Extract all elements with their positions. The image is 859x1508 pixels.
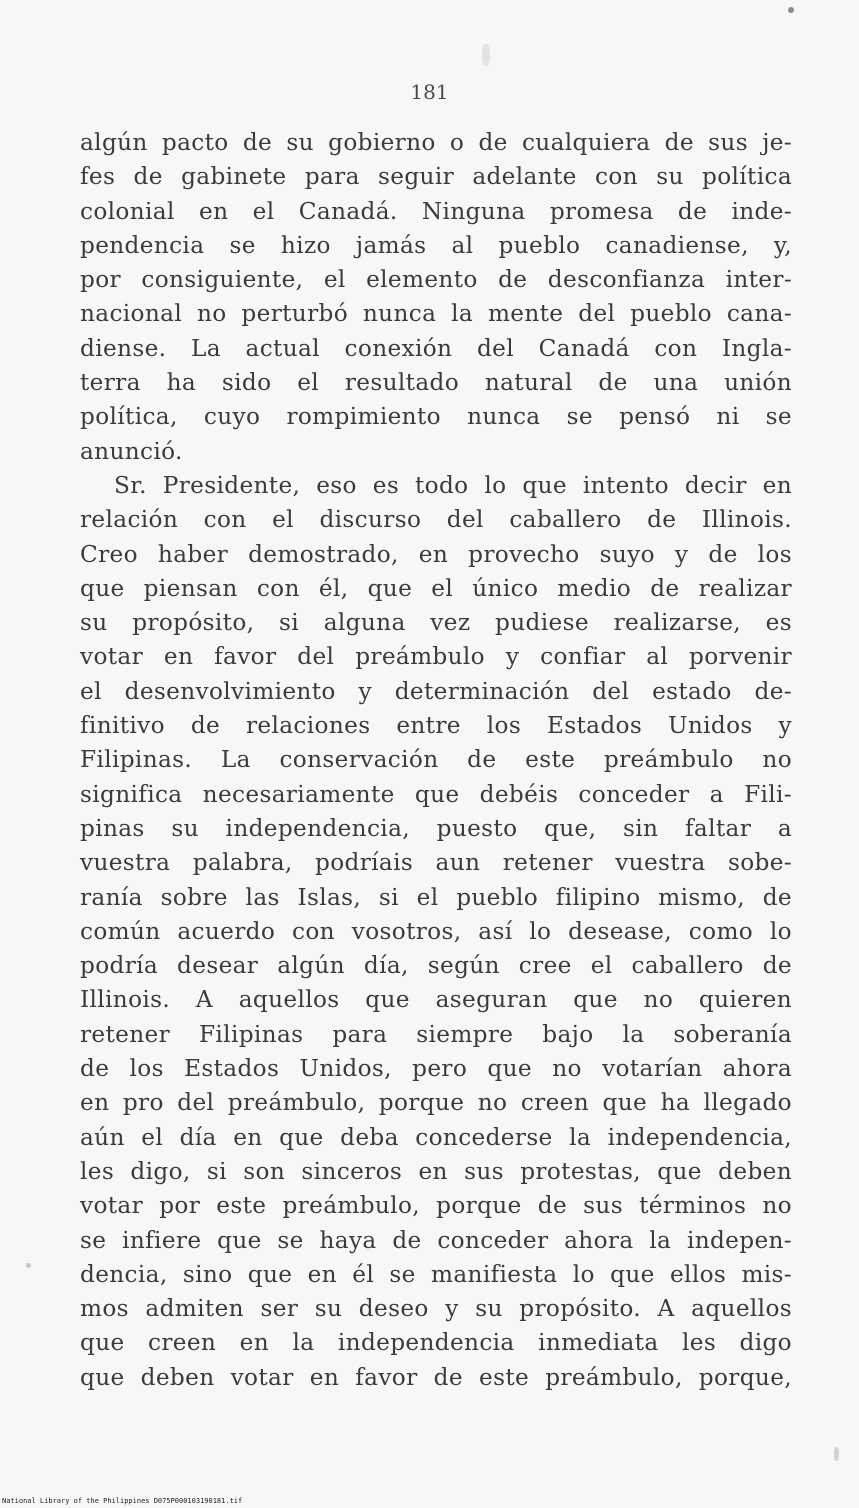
scan-speck <box>834 1447 839 1461</box>
text-line: en pro del preámbulo, porque no creen que ha llegado <box>80 1089 792 1117</box>
text-line: por consiguiente, el elemento de desconfianza inter- <box>80 266 792 294</box>
text-line: que deben votar en favor de este preámbulo, porque, <box>80 1363 792 1391</box>
text-line: les digo, si son sinceros en sus protestas, que deben <box>80 1157 792 1185</box>
text-line: Illinois. A aquellos que aseguran que no quieren <box>80 986 792 1014</box>
text-line: fes de gabinete para seguir adelante con su política <box>80 163 792 191</box>
scan-speck <box>482 44 490 66</box>
text-line: su propósito, si alguna vez pudiese realizarse, es <box>80 609 792 637</box>
text-line: diense. La actual conexión del Canadá con Ingla- <box>80 334 792 362</box>
text-line: anunció. <box>80 437 183 465</box>
text-line: que creen en la independencia inmediata les digo <box>80 1329 792 1357</box>
page-number: 181 <box>410 80 449 104</box>
text-line: vuestra palabra, podríais aun retener vuestra sobe- <box>80 849 792 877</box>
text-line: ranía sobre las Islas, si el pueblo filipino mismo, de <box>80 883 792 911</box>
text-line: mos admiten ser su deseo y su propósito. A aquellos <box>80 1295 792 1323</box>
text-line: dencia, sino que en él se manifiesta lo que ellos mis- <box>80 1260 792 1288</box>
text-line: colonial en el Canadá. Ninguna promesa de inde- <box>80 197 792 225</box>
text-line: el desenvolvimiento y determinación del estado de- <box>80 677 792 705</box>
text-line: que piensan con él, que el único medio de realizar <box>80 574 792 602</box>
text-line: pendencia se hizo jamás al pueblo canadiense, y, <box>80 231 792 259</box>
text-line: política, cuyo rompimiento nunca se pensó ni se <box>80 403 792 431</box>
text-line: se infiere que se haya de conceder ahora la indepen- <box>80 1226 792 1254</box>
text-line: aún el día en que deba concederse la independencia, <box>80 1123 792 1151</box>
scan-speck <box>26 1263 31 1268</box>
text-line: votar en favor del preámbulo y confiar al porvenir <box>80 643 792 671</box>
scan-speck <box>788 7 794 13</box>
scan-caption: National Library of the Philippines D075P000103190181.tif <box>2 1497 243 1505</box>
text-line: algún pacto de su gobierno o de cualquiera de sus je- <box>80 129 792 156</box>
text-line: podría desear algún día, según cree el caballero de <box>80 952 792 980</box>
text-line: Creo haber demostrado, en provecho suyo y de los <box>80 540 792 568</box>
text-line: Filipinas. La conservación de este preámbulo no <box>80 746 792 774</box>
text-line: votar por este preámbulo, porque de sus términos no <box>80 1192 792 1220</box>
text-line: nacional no perturbó nunca la mente del pueblo cana- <box>80 300 792 328</box>
text-line: Sr. Presidente, eso es todo lo que intento decir en <box>114 471 792 499</box>
body-text <box>80 126 792 1395</box>
text-line: de los Estados Unidos, pero que no votarían ahora <box>80 1055 792 1083</box>
text-line: finitivo de relaciones entre los Estados Unidos y <box>80 712 792 740</box>
text-line: terra ha sido el resultado natural de una unión <box>80 369 792 397</box>
text-line: común acuerdo con vosotros, así lo desease, como lo <box>80 917 792 945</box>
text-line: retener Filipinas para siempre bajo la soberanía <box>80 1020 792 1048</box>
text-line: pinas su independencia, puesto que, sin faltar a <box>80 814 792 842</box>
text-line: significa necesariamente que debéis conceder a Fili- <box>80 780 792 808</box>
text-line: relación con el discurso del caballero de Illinois. <box>80 506 792 534</box>
